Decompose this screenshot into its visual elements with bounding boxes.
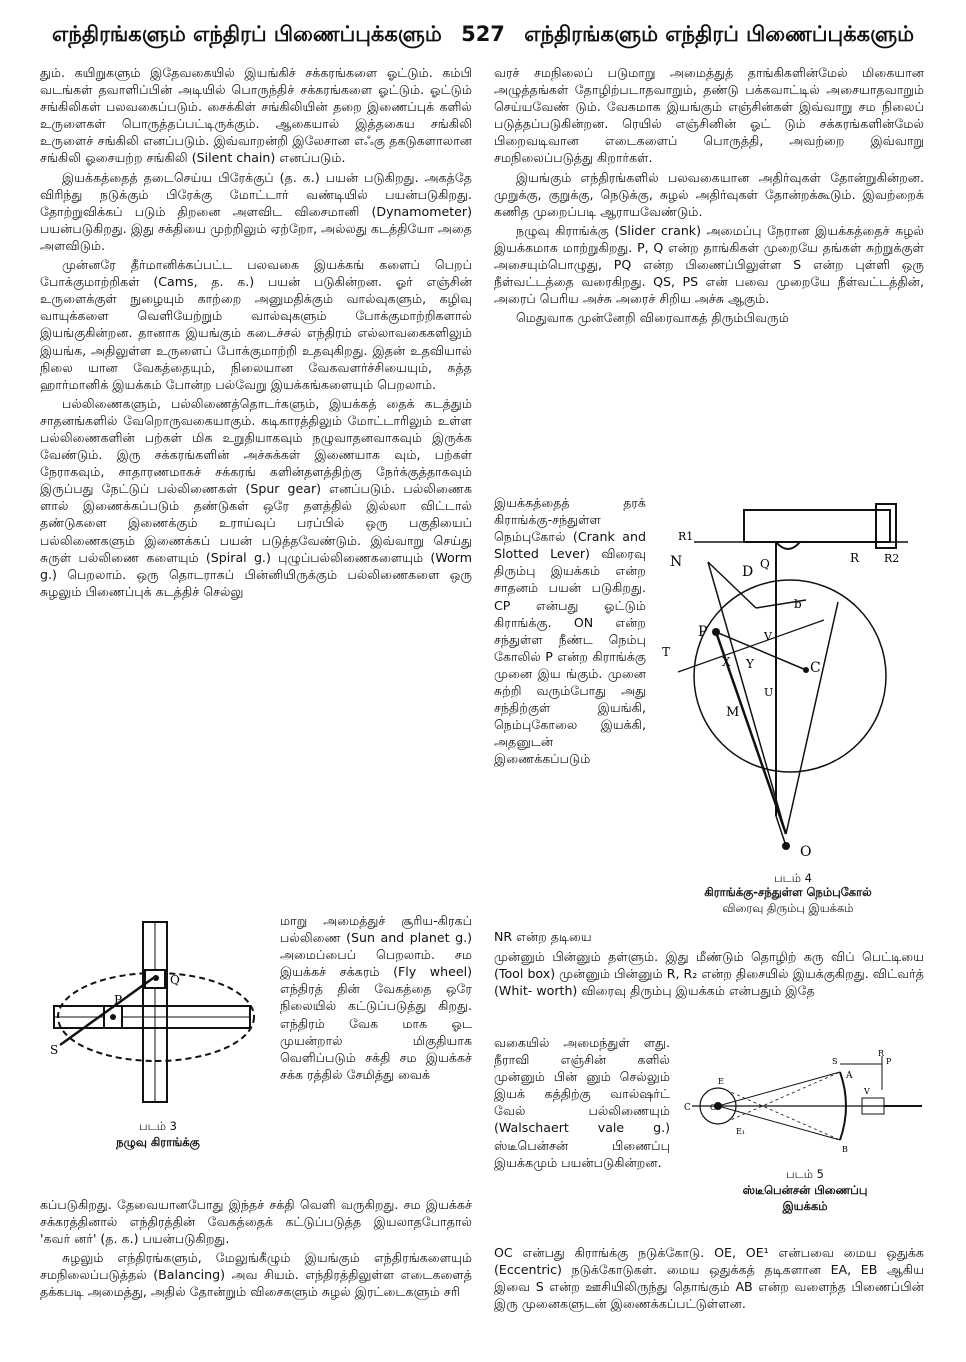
left-column-bottom <box>40 1196 472 1303</box>
paragraph: முன்னும் பின்னும் தள்ளும். இது மீண்டும் தொழிற் கரு விப் பெட்டியை (Tool box) முன்னும் பின்னும் R, R₂ என்ற திசையில் இயக்குகிறது. விட்வர்த் (Whit- worth) விரைவு திரும்பு இயக்கம் என்பதும் இதே <box>494 949 924 999</box>
page-number: 527 <box>461 22 505 46</box>
paragraph: வரச் சமநிலைப் படுமாறு அமைத்துத் தாங்கிகளின்மேல் மிகையான அழுத்தங்கள் தோழிற்படாதவாறும், தண்டு பக்கவாட்டில் அசையாதவாறும் செய்யவேண் டும். வேகமாக இயங்கும் எஞ்சின்கள் இவ்வாறு சம நிலைப் படுத்தப்படுகின்றன. ரெயில் எஞ்சினின் ஓட் டும் சக்கரங்களின்மேல் பிறைவடிவான எடைகளைப் பொருத்தி, அவற்றை இவ்வாறு சமநிலைப்படுத்து கிறார்கள். <box>494 65 924 166</box>
crank-slotted-lever-diagram <box>658 496 928 866</box>
label-q: Q <box>760 557 770 571</box>
paragraph: மெதுவாக முன்னேறி விரைவாகத் திரும்பிவரும் <box>516 310 789 326</box>
label-r: R <box>850 551 860 565</box>
label-r: R <box>878 1050 885 1058</box>
label-m: M <box>726 705 740 720</box>
label-v: V <box>864 1087 870 1096</box>
right-column-bottom <box>494 1244 924 1314</box>
label-t: T <box>662 645 671 659</box>
label-c: C <box>810 660 821 676</box>
right-column-middle <box>494 948 924 1001</box>
figure-5 <box>682 1050 928 1226</box>
right-side-text-1 <box>494 494 646 770</box>
label-q: Q <box>170 973 180 987</box>
paragraph: முன்னரே தீர்மானிக்கப்பட்ட பலவகை இயக்கங் களைப் பெறப் போக்குமாற்றிகள் (Cams, த. க.) பயன் படுகின்றன. ஓர் எஞ்சின் உருளைக்குள் நுழையும் காற்றை அனுமதிக்கும் வால்வுகளும், கழிவு வாயுக்களை வெளியேற்றும் வால்வுகளும் போக்குமாற்றிகளால் இயங்குகின்றன. தானாக இயங்கும் கடைச்சல் எந்திரம் எல்லாவகைகளிலும் இயங்க, அதிலுள்ள உருளைப் போக்குமாற்றி உதவுகிறது. இதன் உதவியால் நிலை யான வேகத்தையும், நிலையான வேகவளர்ச்சியையும், சுத்த ஹார்மானிக் இயக்கம் போன்ற பல்வேறு இயக்கங்களையும் பெறலாம். <box>40 257 472 392</box>
label-r2: R2 <box>884 552 900 565</box>
label-o: O <box>800 844 812 860</box>
figure-4-subtitle: விரைவு திரும்பு இயக்கம் <box>722 901 854 915</box>
slider-crank-diagram <box>44 914 272 1114</box>
paragraph: இயங்கும் எந்திரங்களில் பலவகையான அதிர்வுகள் தோன்றுகின்றன. முறுக்கு, குறுக்கு, நெடுக்கு, சுழல் அதிர்வுகள் தோன்றக்கூடும். இவற்றைக் கணித முறைப்படி ஆராயவேண்டும். <box>494 169 924 219</box>
label-e1: E₁ <box>736 1127 746 1136</box>
running-header <box>30 14 936 54</box>
right-column <box>494 64 924 328</box>
paragraph: இயக்கத்தைத் தடைசெய்ய பிரேக்குப் (த. க.) பயன் படுகிறது. அகத்தே விரிந்து நடுக்கும் பிரேக்கு மோட்டார் வண்டியில் பயன்படுகிறது. தோற்றுவிக்கப் படும் திறனை அளவிட விசைமானி (Dynamometer) பயன்படுகிறது. இது சக்தியை முற்றிலும் ஏற்றோ, அல்லது கடத்தியோ அதை அளவிடும். <box>40 169 472 253</box>
paragraph: நழுவு கிராங்க்கு (Slider crank) அமைப்பு நேரான இயக்கத்தைச் சுழல் இயக்கமாக மாற்றுகிறது. P, Q என்ற தாங்கிகள் முறையே தங்கள் சுற்றுக்குள் அசையும்பொழுது, PQ என்ற பிணைப்பிலுள்ள S என்ற புள்ளி ஒரு நீள்வட்டத்தை வரைகிறது. QS, PS என் பவை முறையே நீள்வட்டத்தின், அரைப் பெரிய அச்சு அரைச் சிறிய அச்சு ஆகும். <box>494 222 924 307</box>
figure-5-number: படம் 5 <box>786 1167 824 1181</box>
figure-3-title: நழுவு கிராங்க்கு <box>116 1135 200 1149</box>
label-p: P <box>114 993 123 1007</box>
label-n: N <box>670 554 683 570</box>
paragraph: இயக்கத்தைத் தரக் கிராங்க்கு-சந்துள்ள நெம்புகோல் (Crank and Slotted Lever) விரைவு திரும்பு இயக்கம் என்ற சாதனம் பயன் படுகிறது. CP என்பது ஓட்டும் கிராங்க்கு. ON என்ற சந்துள்ள நீண்ட நெம்பு கோலில் P என்ற கிராங்க்கு முனை இய ங்கும். முனை சுற்றி வரும்போது அது சந்திற்குள் இயங்கி, நெம்புகோலை இயக்கி, அதனுடன் இணைக்கப்படும் <box>494 495 646 767</box>
label-p: P <box>698 624 708 640</box>
stephenson-link-diagram <box>682 1050 928 1158</box>
label-b: b <box>794 597 802 611</box>
label-c: C <box>684 1103 691 1113</box>
label-d: D <box>742 564 754 580</box>
label-e: E <box>718 1077 724 1086</box>
label-p: P <box>886 1057 892 1066</box>
left-column <box>40 64 472 602</box>
label-r1: R1 <box>678 530 694 543</box>
figure-3-number: படம் 3 <box>139 1119 177 1133</box>
nr-line <box>494 928 650 947</box>
figure-4-caption <box>650 884 926 916</box>
label-v: V <box>764 630 772 643</box>
label-b: B <box>842 1145 848 1154</box>
header-left-title: எந்திரங்களும் எந்திரப் பிணைப்புக்களும் <box>52 22 442 46</box>
paragraph: OC என்பது கிராங்க்கு நடுக்கோடு. OE, OE¹ என்பவை மைய ஒதுக்க (Eccentric) நடுக்கோடுகள். மைய ஒதுக்கத் தடிகளான EA, EB ஆகிய இவை S என்ற ஊசியிலிருந்து தொங்கும் AB என்ற வளைந்த பிணைப்பின் இரு முனைகளுடன் இணைக்கப்பட்டுள்ளன. <box>494 1245 924 1312</box>
figure-4-title: கிராங்க்கு-சந்துள்ள நெம்புகோல் <box>704 885 872 899</box>
label-u: U <box>764 686 774 699</box>
paragraph: தும். கயிறுகளும் இதேவகையில் இயங்கிச் சக்கரங்களை ஓட்டும். கம்பி வடங்கள் தவாளிப்பின் அடியில் பொருந்திச் சக்கரங்களை ஓட்டும். ஓட்டும் சங்கிலிகள் பலவகைப்படும். சைக்கிள் சங்கிலியின் தறை இணைப்புக் களில் உருளைகள் பொருத்தப்பட்டிருக்கும். ஆகையால் இத்தகைய சங்கிலி உருளைச் சங்கிலி எனப்படும். இவ்வாறன்றி இலேசான எஃகு தகடுகளாலான சங்கிலி ஓசையற்ற சங்கிலி (Silent chain) எனப்படும். <box>40 65 472 166</box>
figure-3 <box>44 914 272 1150</box>
figure-4 <box>658 496 928 932</box>
label-x: X <box>722 655 731 669</box>
figure-5-subtitle: இயக்கம் <box>782 1199 828 1213</box>
label-o: O <box>710 1103 717 1112</box>
paragraph: பல்லிணைகளும், பல்லிணைத்தொடர்களும், இயக்கத் தைக் கடத்தும் சாதனங்களில் வேறொருவகையாகும். கடிகாரத்திலும் மோட்டாரிலும் உள்ள பல்லிணைகளின் பற்கள் மிக உறுதியாகவும் நழுவாதனவாகவும் இருக்க வேண்டும். இரு சக்கரங்களின் அச்சுக்கள் இணையாக வும், பற்கள் நேராகவும், சாதாரணமாகச் சக்கரங் களின்தளத்திற்கு நேர்க்குத்தாகவும் இருப்பது நேட்டுப் பல்லிணைகள் (Spur gear) எனப்படும். பல்லிணைக ளால் இணைக்கப்படும் தண்டுகள் ஒரே தளத்தில் இல்லா விட்டால் தண்டுகளை இணைக்கும் உராய்வுப் பரப்பில் ஒரு பகுதியைப் பல்லிணைகளும் இணைக்கப் பயன் படுத்தவேண்டும். இவ்வாறு செய்து சுருள் பல்லிணை களையும் (Spiral g.) புழுப்பல்லிணைகளையும் (Worm g.) பெறலாம். ஒரு தொடராகப் பின்னியிருக்கும் பல்லிணைகளை ஒரு சுழலும் பிணைப்புக் கடத்திச் செல்லு <box>40 395 472 599</box>
header-right-title: எந்திரங்களும் எந்திரப் பிணைப்புக்களும் <box>524 22 914 46</box>
paragraph: சுழலும் எந்திரங்களும், மேலுங்கீழும் இயங்கும் எந்திரங்களையும் சமநிலைப்படுத்தல் (Balancing) அவ சியம். எந்திரத்திலுள்ள எடைகளைத் தக்கபடி அமைத்து, அதில் தோன்றும் விசைகளும் சுழல் இரட்டைகளும் சரி <box>40 1250 472 1300</box>
label-a: A <box>846 1071 853 1081</box>
label-s: S <box>832 1057 838 1066</box>
paragraph: NR என்ற தடியை <box>494 929 592 944</box>
label-s: S <box>50 1043 59 1057</box>
paragraph: மாறு அமைத்துச் சூரிய-கிரகப் பல்லிணை (Sun and planet g.) அமைப்பைப் பெறலாம். சம இயக்கச் சக்கரம் (Fly wheel) எந்திரத் தின் வேகத்தை ஒரே நிலையில் கட்டுப்படுத்து கிறது. எந்திரம் வேக மாக ஓட முயன்றால் மிகுதியாக வெளிப்படும் சக்தி சம இயக்கச் சக்க ரத்தில் சேமித்து வைக் <box>280 913 472 1082</box>
left-side-text <box>280 912 472 1085</box>
figure-4-number: படம் 4 <box>774 871 812 885</box>
paragraph: வகையில் அமைந்துள் ளது. நீராவி எஞ்சின் களில் முன்னும் பின் னும் செல்லும் இயக் கத்திற்கு வால்ஷர்ட் வேல் பல்லிணையும் (Walschaert vale g.) ஸ்டீபென்சன் பிணைப்பு இயக்கமும் பயன்படுகின்றன. <box>494 1035 670 1170</box>
figure-5-title: ஸ்டீபென்சன் பிணைப்பு <box>742 1183 868 1197</box>
right-side-text-2 <box>494 1034 670 1173</box>
label-y: Y <box>746 657 754 671</box>
paragraph: கப்படுகிறது. தேவையானபோது இந்தச் சக்தி வெளி வருகிறது. சம இயக்கச் சக்கரத்தினால் எந்திரத்தின் வேகத்தைக் கட்டுப்படுத்த இயலாதபோதால் 'கவர் னர்' (த. க.) பயன்படுகிறது. <box>40 1197 472 1247</box>
